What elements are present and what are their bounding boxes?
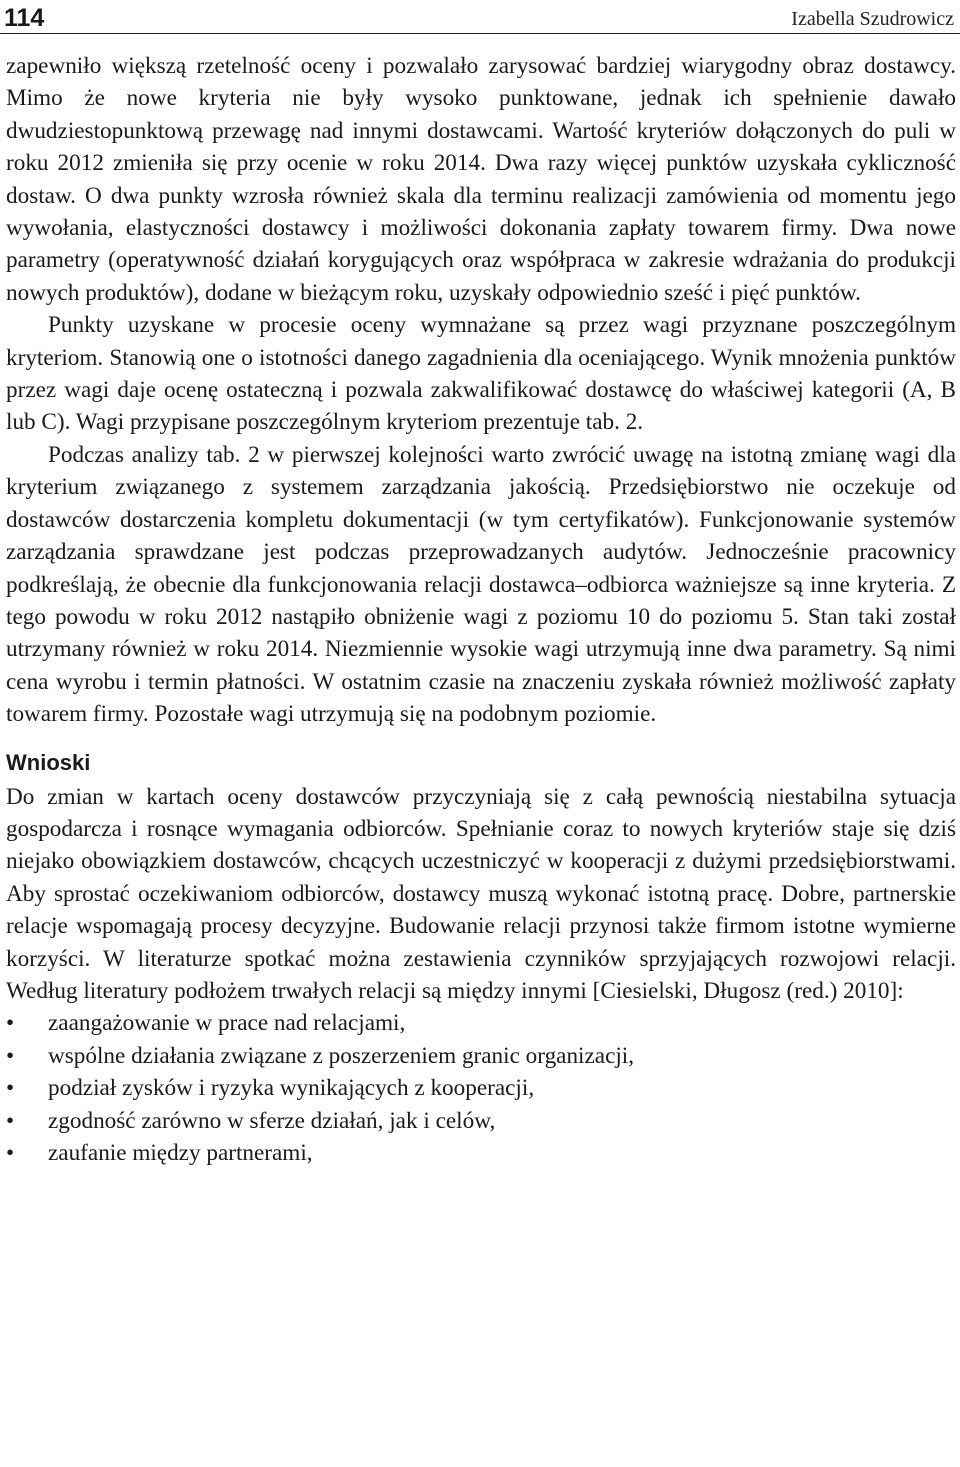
bullet-item xyxy=(6,1072,956,1104)
paragraph-conclusions: Do zmian w kartach oceny dostawców przyczyniają się z całą pewnością niestabilna sytuacja gospodarcza i rosnące wymagania odbiorców. Spełnianie coraz to nowych kryteriów staje się dziś niejako obowiązkiem dostawców, chcących uczestniczyć w kooperacji z dużymi przedsiębiorstwami. Aby sprostać oczekiwaniom odbiorców, dostawcy muszą wykonać istotną pracę. Dobre, partnerskie relacje wspomagają procesy decyzyjne. Budowanie relacji przynosi także firmom istotne wymierne korzyści. W literaturze spotkać można zestawienia czynników sprzyjających rozwojowi relacji. Według literatury podłożem trwałych relacji są między innymi [Ciesielski, Długosz (red.) 2010]: xyxy=(6,783,956,1004)
bullet-item xyxy=(6,1007,956,1039)
section-heading-wnioski: Wnioski xyxy=(6,749,91,775)
running-header xyxy=(0,0,960,34)
bullet-icon: • xyxy=(6,1010,15,1037)
bullet-icon: • xyxy=(6,1042,15,1069)
bullet-list xyxy=(6,1007,956,1169)
bullet-text: zaufanie między partnerami, xyxy=(48,1140,313,1166)
bullet-icon: • xyxy=(6,1107,15,1134)
bullet-text: zaangażowanie w prace nad relacjami, xyxy=(48,1010,406,1037)
bullet-item xyxy=(6,1040,956,1072)
paragraph-continuation: zapewniło większą rzetelność oceny i pozwalało zarysować bardziej wiarygodny obraz dostawcy. Mimo że nowe kryteria nie były wysoko punktowane, jednak ich spełnienie dawało dwudziestopunktową przewagę nad innymi dostawcami. Wartość kryteriów dołączonych do puli w roku 2012 zmieniła się przy ocenie w roku 2014. Dwa razy więcej punktów uzyskała cykliczność dostaw. O dwa punkty wzrosła również skala dla terminu realizacji zamówienia od momentu jego wywołania, elastyczności dostawcy i możliwości dokonania zapłaty towarem firmy. Dwa nowe parametry (operatywność działań korygujących oraz współpraca w zakresie wdrażania do produkcji nowych produktów), dodane w bieżącym roku, uzyskały odpowiednio sześć i pięć punktów. xyxy=(6,53,956,306)
bullet-item xyxy=(6,1105,956,1137)
running-head-author: Izabella Szudrowicz xyxy=(791,8,954,30)
bullet-text: podział zysków i ryzyka wynikających z kooperacji, xyxy=(48,1075,535,1102)
bullet-item xyxy=(6,1137,956,1169)
bullet-icon: • xyxy=(6,1075,15,1102)
bullet-text: wspólne działania związane z poszerzeniem granic organizacji, xyxy=(48,1042,635,1069)
bullet-text: zgodność zarówno w sferze działań, jak i celów, xyxy=(48,1107,496,1134)
bullet-icon: • xyxy=(6,1140,15,1166)
page-body xyxy=(6,50,956,1169)
page-number: 114 xyxy=(4,4,45,32)
paragraph-weights: Punkty uzyskane w procesie oceny wymnażane są przez wagi przyznane poszczególnym kryteriom. Stanowią one o istotności danego zagadnienia dla oceniającego. Wynik mnożenia punktów przez wagi daje ocenę ostateczną i pozwala zakwalifikować dostawcę do właściwej kategorii (A, B lub C). Wagi przypisane poszczególnym kryteriom prezentuje tab. 2. xyxy=(6,312,956,436)
paragraph-analysis: Podczas analizy tab. 2 w pierwszej kolejności warto zwrócić uwagę na istotną zmianę wagi dla kryterium związanego z systemem zarządzania jakością. Przedsiębiorstwo nie oczekuje od dostawców dostarczenia kompletu dokumentacji (w tym certyfikatów). Funkcjonowanie systemów zarządzania sprawdzane jest podczas przeprowadzanych audytów. Jednocześnie pracownicy podkreślają, że obecnie dla funkcjonowania relacji dostawca–odbiorca ważniejsze są inne kryteria. Z tego powodu w roku 2012 nastąpiło obniżenie wagi z poziomu 10 do poziomu 5. Stan taki został utrzymany również w roku 2014. Niezmiennie wysokie wagi utrzymują inne dwa parametry. Są nimi cena wyrobu i termin płatności. W ostatnim czasie na znaczeniu zyskała również możliwość zapłaty towarem firmy. Pozostałe wagi utrzymują się na podobnym poziomie. xyxy=(6,441,956,728)
